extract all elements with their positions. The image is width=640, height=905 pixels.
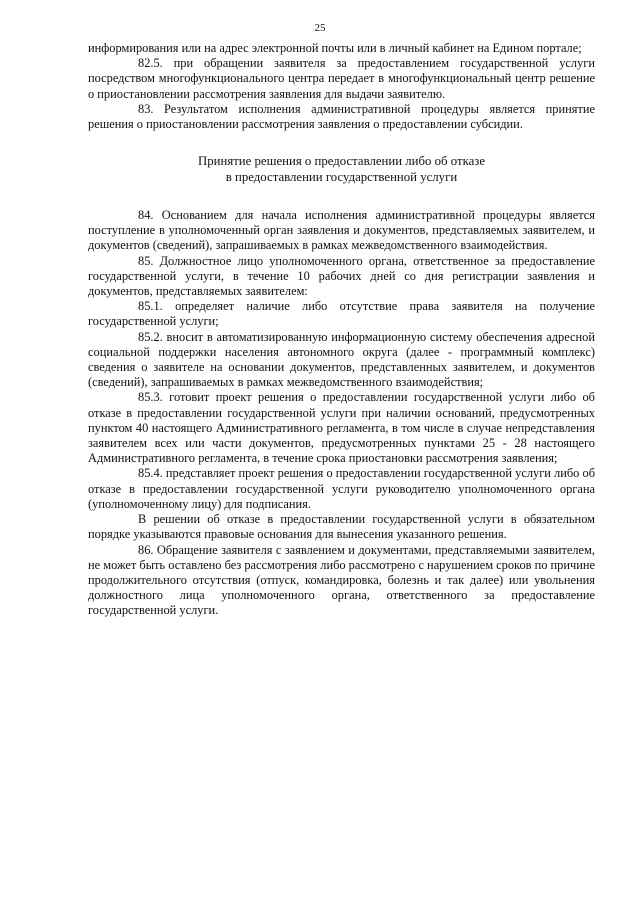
page-number: 25: [314, 22, 326, 34]
paragraph: 82.5. при обращении заявителя за предоставлением государственной услуги посредством многофункционального центра передает в многофункциональный центр решение о приостановлении рассмотрения заявления для выдачи заявителю.: [88, 56, 595, 101]
paragraph: В решении об отказе в предоставлении государственной услуги в обязательном порядке указываются правовые основания для вынесения указанного решения.: [88, 512, 595, 542]
paragraphs-after: [88, 208, 595, 618]
document-body: [88, 41, 595, 619]
paragraph: 85.3. готовит проект решения о предоставлении государственной услуги либо об отказе в предоставлении государственной услуги при наличии оснований, предусмотренных пунктом 40 настоящего Административного регламента, в том числе в случае непредставления заявителем всех или части документов, предусмотренных пунктами 25 - 28 настоящего Административного регламента, в течение срока приостановки рассмотрения заявления;: [88, 390, 595, 466]
section-heading-line: в предоставлении государственной услуги: [225, 169, 458, 184]
paragraphs-before: [88, 41, 595, 132]
paragraph: 86. Обращение заявителя с заявлением и документами, представляемыми заявителем, не может быть оставлено без рассмотрения либо рассмотрено с нарушением сроков по причине продолжительного отсутствия (отпуск, командировка, болезнь и так далее) или увольнения должностного лица уполномоченного органа, ответственного за предоставление государственной услуги.: [88, 542, 595, 618]
paragraph: 84. Основанием для начала исполнения административной процедуры является поступление в уполномоченный орган заявления и документов, представляемых заявителем, и документов (сведений), запрашиваемых в рамках межведомственного взаимодействия.: [88, 208, 595, 253]
paragraph: 85.1. определяет наличие либо отсутствие права заявителя на получение государственной услуги;: [88, 299, 595, 329]
paragraph: 85.2. вносит в автоматизированную информационную систему обеспечения адресной социальной поддержки населения автономного округа (далее - программный комплекс) сведения о заявителе на основании документов, представленных заявителем, и документов (сведений), запрашиваемых в рамках межведомственного взаимодействия;: [88, 329, 595, 390]
paragraph: 85. Должностное лицо уполномоченного органа, ответственное за предоставление государственной услуги, в течение 10 рабочих дней со дня регистрации заявления и документов, представляемых заявителем:: [88, 253, 595, 299]
paragraph: информирования или на адрес электронной почты или в личный кабинет на Едином портале;: [88, 41, 582, 55]
section-heading-line: Принятие решения о предоставлении либо об отказе: [197, 154, 486, 169]
section-heading: [88, 154, 595, 185]
paragraph: 83. Результатом исполнения административной процедуры является принятие решения о приостановлении рассмотрения заявления о предоставлении субсидии.: [88, 101, 595, 132]
paragraph: 85.4. представляет проект решения о предоставлении государственной услуги либо об отказе в предоставлении государственной услуги руководителю уполномоченного органа (уполномоченному лицу) для подписания.: [88, 466, 595, 511]
